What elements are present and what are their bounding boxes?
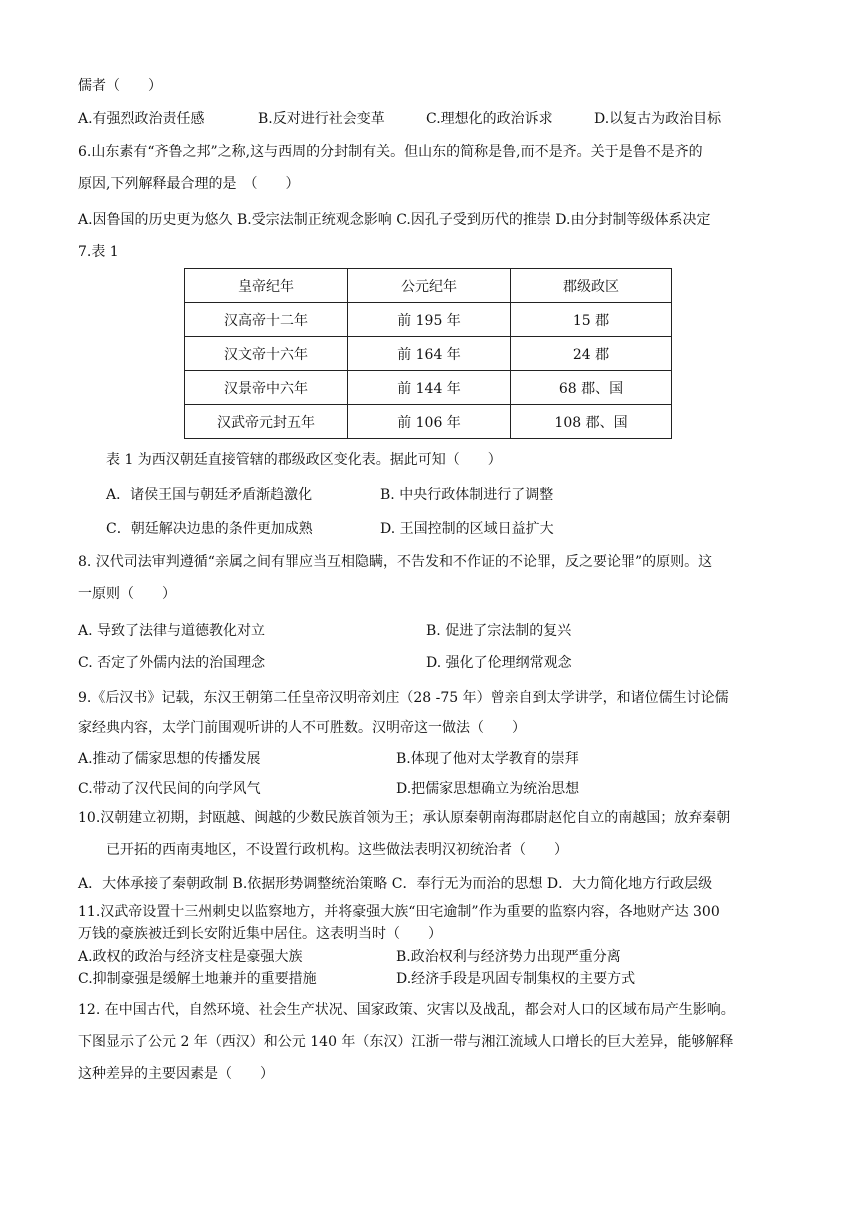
q5-option-d: D.以复古为政治目标: [594, 111, 722, 127]
q7-option-c: C．朝廷解决边患的条件更加成熟: [106, 521, 313, 537]
table-cell: 68 郡、国: [511, 371, 672, 405]
table-cell: 24 郡: [511, 337, 672, 371]
table-cell: 汉景帝中六年: [185, 371, 348, 405]
q9-stem-2: 家经典内容，太学门前围观听讲的人不可胜数。汉明帝这一做法（ ）: [78, 720, 526, 736]
table-header-cell: 公元纪年: [348, 269, 511, 303]
q5-stem-end: 儒者（ ）: [78, 78, 162, 94]
q8-option-d: D. 强化了伦理纲常观念: [426, 655, 572, 671]
table-row: [185, 371, 672, 405]
q5-option-c: C.理想化的政治诉求: [426, 111, 553, 127]
q5-option-b: B.反对进行社会变革: [258, 111, 385, 127]
table-cell: 汉高帝十二年: [185, 303, 348, 337]
q8-option-b: B. 促进了宗法制的复兴: [426, 623, 572, 639]
q5-option-a: A.有强烈政治责任感: [78, 111, 205, 127]
q12-stem-2: 下图显示了公元 2 年（西汉）和公元 140 年（东汉）江浙一带与湘江流域人口增长的巨大差异，能够解释: [78, 1034, 734, 1050]
q9-option-d: D.把儒家思想确立为统治思想: [396, 781, 580, 797]
table-cell: 前 195 年: [348, 303, 511, 337]
q7-option-d: D. 王国控制的区域日益扩大: [380, 521, 554, 537]
q6-options: A.因鲁国的历史更为悠久 B.受宗法制正统观念影响 C.因孔子受到历代的推崇 D.由分封制等级体系决定: [78, 212, 711, 228]
q11-stem-2: 万钱的豪族被迁到长安附近集中居住。这表明当时（ ）: [78, 926, 442, 942]
q8-option-a: A. 导致了法律与道德教化对立: [78, 623, 266, 639]
table-cell: 前 144 年: [348, 371, 511, 405]
q11-stem-1: 11.汉武帝设置十三州刺史以监察地方，并将豪强大族“田宅逾制”作为重要的监察内容，各地财产达 300: [78, 904, 720, 920]
q6-stem-2: 原因,下列解释最合理的是 （ ）: [78, 176, 300, 192]
q10-options: A．大体承接了秦朝政制 B.依据形势调整统治策略 C．奉行无为而治的思想 D．大力简化地方行政层级: [78, 876, 713, 892]
table-row: [185, 303, 672, 337]
table-cell: 前 164 年: [348, 337, 511, 371]
q11-option-d: D.经济手段是巩固专制集权的主要方式: [396, 971, 636, 987]
q11-option-c: C.抑制豪强是缓解土地兼并的重要措施: [78, 971, 317, 987]
q9-option-b: B.体现了他对太学教育的崇拜: [396, 751, 579, 767]
q6-stem-1: 6.山东素有“齐鲁之邦”之称,这与西周的分封制有关。但山东的简称是鲁,而不是齐。关于是鲁不是齐的: [78, 144, 703, 160]
table-cell: 汉武帝元封五年: [185, 405, 348, 439]
table-cell: 15 郡: [511, 303, 672, 337]
q7-caption: 表 1 为西汉朝廷直接管辖的郡级政区变化表。据此可知（ ）: [106, 452, 502, 468]
q10-stem-1: 10.汉朝建立初期，封瓯越、闽越的少数民族首领为王；承认原秦朝南海郡尉赵佗自立的南越国；放弃秦朝: [78, 810, 731, 826]
table-cell: 108 郡、国: [511, 405, 672, 439]
q8-stem-1: 8. 汉代司法审判遵循“亲属之间有罪应当互相隐瞒，不告发和不作证的不论罪，反之要论罪”的原则。这: [78, 554, 713, 570]
q9-option-a: A.推动了儒家思想的传播发展: [78, 751, 261, 767]
q11-option-a: A.政权的政治与经济支柱是豪强大族: [78, 949, 303, 965]
q9-option-c: C.带动了汉代民间的向学风气: [78, 781, 261, 797]
q8-stem-2: 一原则（ ）: [78, 586, 176, 602]
district-table: [184, 268, 672, 439]
q9-stem-1: 9.《后汉书》记载，东汉王朝第二任皇帝汉明帝刘庄（28 -75 年）曾亲自到太学讲学，和诸位儒生讨论儒: [78, 690, 729, 706]
q10-stem-2: 已开拓的西南夷地区，不设置行政机构。这些做法表明汉初统治者（ ）: [106, 842, 568, 858]
table-header-row: [185, 269, 672, 303]
q7-option-b: B. 中央行政体制进行了调整: [380, 487, 554, 503]
table-header-cell: 皇帝纪年: [185, 269, 348, 303]
table-row: [185, 337, 672, 371]
table-cell: 前 106 年: [348, 405, 511, 439]
table-cell: 汉文帝十六年: [185, 337, 348, 371]
q12-stem-3: 这种差异的主要因素是（ ）: [78, 1066, 274, 1082]
q8-option-c: C. 否定了外儒内法的治国理念: [78, 655, 266, 671]
table-row: [185, 405, 672, 439]
table-header-cell: 郡级政区: [511, 269, 672, 303]
q11-option-b: B.政治权利与经济势力出现严重分离: [396, 949, 621, 965]
q7-option-a: A．诸侯王国与朝廷矛盾渐趋激化: [106, 487, 313, 503]
q7-title: 7.表 1: [78, 244, 119, 260]
q12-stem-1: 12. 在中国古代，自然环境、社会生产状况、国家政策、灾害以及战乱，都会对人口的区域布局产生影响。: [78, 1002, 735, 1018]
